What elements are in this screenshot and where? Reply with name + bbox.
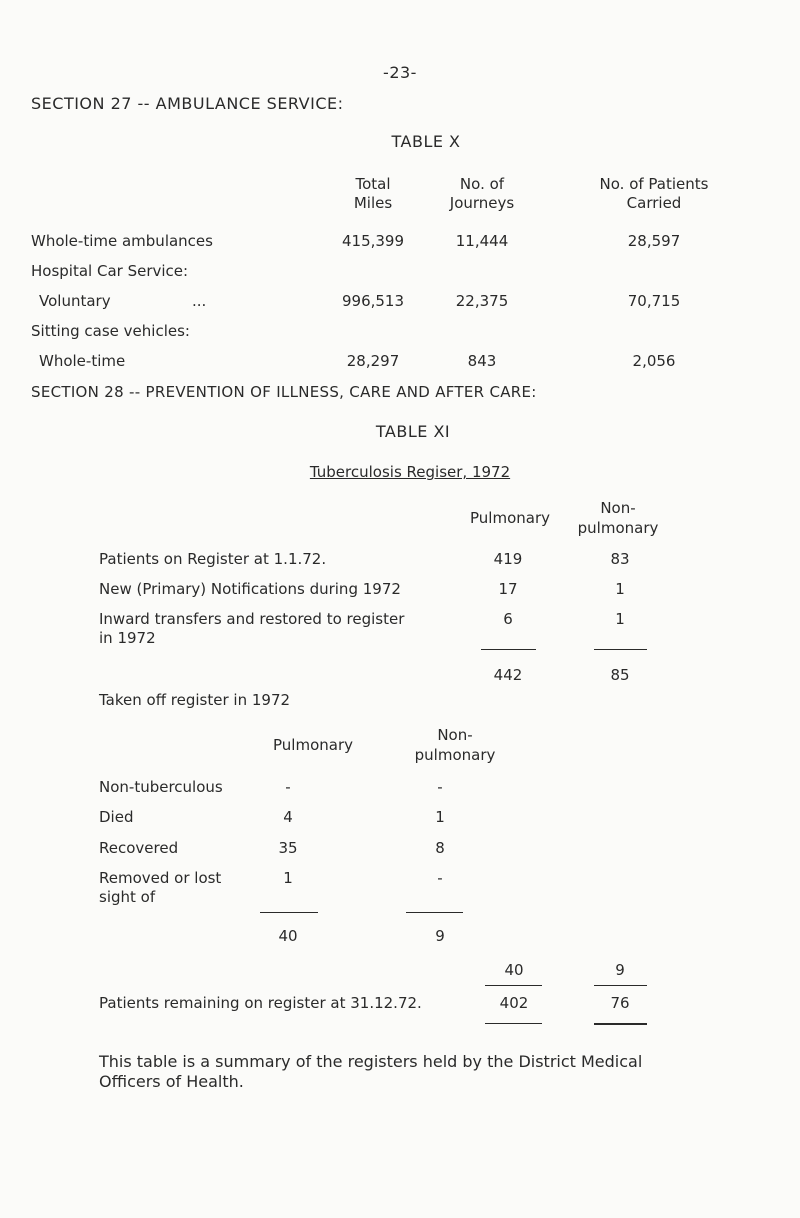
col-header-non-pulmonary-line2: pulmonary	[577, 519, 659, 537]
group-label-sitting-case: Sitting case vehicles:	[31, 322, 190, 340]
cell-journeys: 22,375	[455, 292, 509, 310]
subtracted-pulmonary: 40	[504, 961, 524, 979]
row-label: Patients on Register at 1.1.72.	[99, 550, 327, 568]
cell-non-pulmonary: 83	[610, 550, 630, 568]
cell-patients: 28,597	[627, 232, 681, 250]
col-header-pulmonary: Pulmonary	[470, 509, 550, 527]
remaining-rule-pulmonary	[485, 985, 542, 986]
cell-non-pulmonary: 1	[615, 610, 625, 628]
cell-pulmonary: 35	[278, 839, 298, 857]
col-header-patients-line1: No. of Patients	[599, 175, 709, 193]
total-rule-pulmonary	[260, 912, 318, 913]
cell-miles: 996,513	[341, 292, 405, 310]
cell-journeys: 843	[467, 352, 497, 370]
total-non-pulmonary: 85	[610, 666, 630, 684]
cell-non-pulmonary: -	[437, 778, 443, 796]
taken-off-heading: Taken off register in 1972	[99, 691, 291, 709]
subtracted-non-pulmonary: 9	[615, 961, 625, 979]
total-non-pulmonary: 9	[435, 927, 445, 945]
group-label-hospital-car: Hospital Car Service:	[31, 262, 189, 280]
row-label: Voluntary	[39, 292, 111, 310]
col-header-non-pulmonary-line1: Non-	[437, 726, 473, 744]
cell-patients: 70,715	[627, 292, 681, 310]
row-label: Died	[99, 808, 134, 826]
cell-patients: 2,056	[632, 352, 676, 370]
col-header-non-pulmonary-line1: Non-	[600, 499, 636, 517]
table-xi-title: TABLE XI	[375, 422, 451, 441]
cell-miles: 415,399	[341, 232, 405, 250]
cell-non-pulmonary: 1	[615, 580, 625, 598]
page-number: -23-	[383, 63, 417, 82]
footnote-line2: Officers of Health.	[99, 1072, 244, 1091]
col-header-patients-line2: Carried	[626, 194, 682, 212]
remaining-label: Patients remaining on register at 31.12.72.	[99, 994, 422, 1012]
cell-pulmonary: -	[285, 778, 291, 796]
footnote-line1: This table is a summary of the registers held by the District Medical	[99, 1052, 643, 1071]
row-label-line1: Removed or lost	[99, 869, 222, 887]
cell-non-pulmonary: -	[437, 869, 443, 887]
section-28-heading: SECTION 28 -- PREVENTION OF ILLNESS, CARE AND AFTER CARE:	[31, 383, 537, 401]
col-header-pulmonary: Pulmonary	[273, 736, 353, 754]
cell-pulmonary: 4	[283, 808, 293, 826]
col-header-total-miles-line2: Miles	[353, 194, 393, 212]
total-rule-non-pulmonary	[406, 912, 463, 913]
table-x-title: TABLE X	[391, 132, 461, 151]
col-header-journeys-line1: No. of	[459, 175, 505, 193]
cell-pulmonary: 6	[503, 610, 513, 628]
col-header-non-pulmonary-line2: pulmonary	[414, 746, 496, 764]
cell-pulmonary: 1	[283, 869, 293, 887]
row-label: New (Primary) Notifications during 1972	[99, 580, 401, 598]
row-label: Whole-time	[39, 352, 126, 370]
total-pulmonary: 442	[493, 666, 523, 684]
remaining-non-pulmonary: 76	[610, 994, 630, 1012]
row-label: Recovered	[99, 839, 179, 857]
row-label: Whole-time ambulances	[31, 232, 213, 250]
cell-miles: 28,297	[346, 352, 400, 370]
leader-dots: ...	[192, 292, 207, 310]
row-label-line2: sight of	[99, 888, 156, 906]
remaining-rule-non-pulmonary	[594, 985, 647, 986]
final-rule-pulmonary	[485, 1023, 542, 1024]
cell-pulmonary: 17	[498, 580, 518, 598]
total-rule-pulmonary	[481, 649, 536, 650]
col-header-total-miles-line1: Total	[355, 175, 391, 193]
total-rule-non-pulmonary	[594, 649, 647, 650]
remaining-pulmonary: 402	[499, 994, 529, 1012]
total-pulmonary: 40	[278, 927, 298, 945]
table-xi-subtitle: Tuberculosis Regiser, 1972	[309, 463, 511, 481]
row-label-line1: Inward transfers and restored to register	[99, 610, 405, 628]
row-label: Non-tuberculous	[99, 778, 223, 796]
row-label-line2: in 1972	[99, 629, 156, 647]
section-27-heading: SECTION 27 -- AMBULANCE SERVICE:	[31, 94, 344, 113]
cell-non-pulmonary: 1	[435, 808, 445, 826]
cell-journeys: 11,444	[455, 232, 509, 250]
cell-pulmonary: 419	[493, 550, 523, 568]
col-header-journeys-line2: Journeys	[449, 194, 515, 212]
cell-non-pulmonary: 8	[435, 839, 445, 857]
final-rule-non-pulmonary	[594, 1023, 647, 1025]
